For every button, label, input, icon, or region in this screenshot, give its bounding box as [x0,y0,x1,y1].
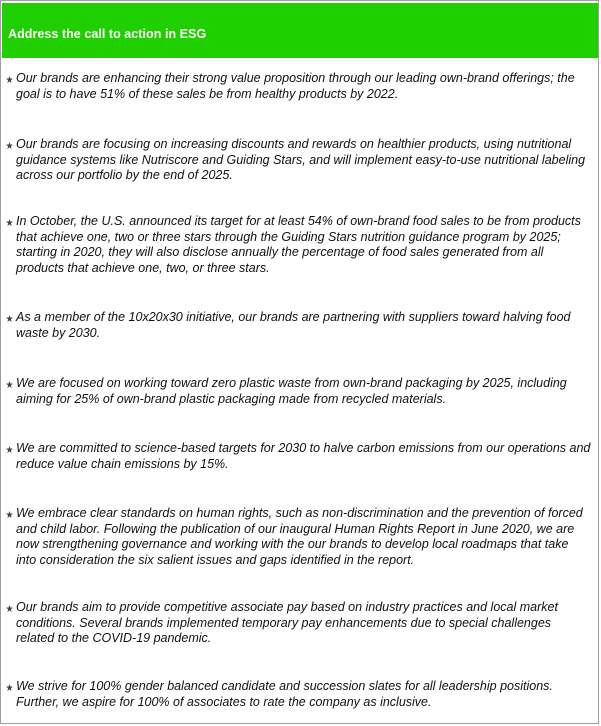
panel-header [2,3,598,58]
list-item-text: Our brands aim to provide competitive associate pay based on industry practices and local market conditions. Several brands implemented temporary pay enhancements due to special challenges related to the COVID-19 pandemic. [16,600,558,646]
panel-title: Address the call to action in ESG [8,27,207,41]
list-item-text: In October, the U.S. announced its target for at least 54% of own-brand food sales to be from products that achieve one, two or three stars through the Guiding Stars nutrition guidance program by 2025; starting in 2020, they will also disclose annually the percentage of food sales generated from all products that achieve one, two, or three stars. [16,214,581,275]
star-bullet-icon [6,219,13,226]
list-item [6,214,592,276]
list-item [6,441,592,472]
list-item-text: We are committed to science-based targets for 2030 to halve carbon emissions from our operations and reduce value chain emissions by 15%. [16,441,591,471]
star-bullet-icon [6,315,13,322]
star-bullet-icon [6,446,13,453]
star-bullet-icon [6,76,13,83]
list-item [6,506,592,568]
list-item-text: As a member of the 10x20x30 initiative, our brands are partnering with suppliers toward halving food waste by 2030. [16,310,571,340]
list-item-text: Our brands are focusing on increasing discounts and rewards on healthier products, using nutritional guidance systems like Nutriscore and Guiding Stars, and will implement easy-to-use nutritional labeling across our portfolio by the end of 2025. [16,137,586,183]
list-item [6,376,592,407]
list-item [6,71,592,102]
list-item [6,137,592,184]
list-item [6,310,592,341]
star-bullet-icon [6,684,13,691]
list-item-text: Our brands are enhancing their strong value proposition through our leading own-brand offerings; the goal is to have 51% of these sales be from healthy products by 2022. [16,71,575,101]
list-item [6,679,592,710]
list-item [6,600,592,647]
star-bullet-icon [6,142,13,149]
list-item-text: We are focused on working toward zero plastic waste from own-brand packaging by 2025, including aiming for 25% of own-brand plastic packaging made from recycled materials. [16,376,567,406]
star-bullet-icon [6,605,13,612]
list-item-text: We strive for 100% gender balanced candidate and succession slates for all leadership positions. Further, we aspire for 100% of associates to rate the company as inclusive. [16,679,553,709]
star-bullet-icon [6,381,13,388]
list-item-text: We embrace clear standards on human rights, such as non-discrimination and the prevention of forced and child labor. Following the publication of our inaugural Human Rights Report in June 2020, we are now strengthening governance and working with the our brands to develop local roadmaps that take into consideration the six salient issues and gaps identified in the report. [16,506,583,567]
star-bullet-icon [6,511,13,518]
